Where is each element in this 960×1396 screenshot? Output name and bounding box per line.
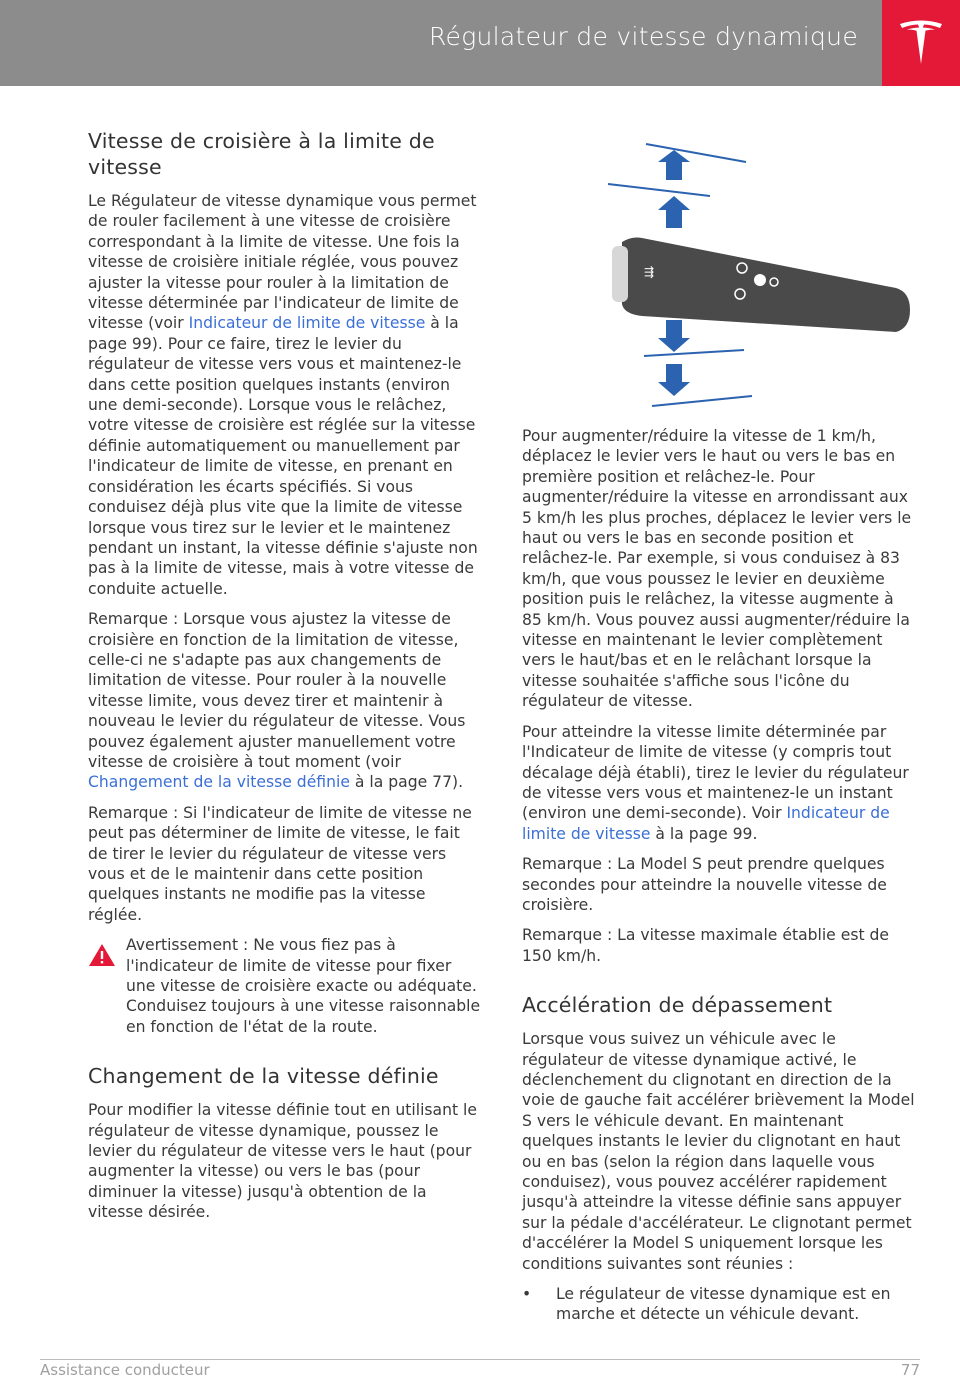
note-paragraph: Remarque : Lorsque vous ajustez la vitesse de croisière en fonction de la limitation de vitesse, celle-ci ne s'adapte pas aux changements de limitation de vitesse. Pour rouler à la nouvelle vitesse limite, vous devez tirer et maintenir à nouveau le levier du régulateur de vitesse. Vous pouvez également ajuster manuellement votre vitesse de croisière à tout moment (voir Changement de la vitesse définie à la page 77).	[88, 610, 466, 792]
paragraph: Pour modifier la vitesse définie tout en utilisant le régulateur de vitesse dynamique, poussez le levier du régulateur de vitesse vers le haut (pour augmenter la vitesse) ou vers le bas (pour diminuer la vitesse) jusqu'à obtention de la vitesse désirée.	[88, 1101, 477, 1222]
position-line	[608, 184, 710, 196]
note-paragraph: Remarque : La vitesse maximale établie est de 150 km/h.	[522, 926, 890, 965]
paragraph: Lorsque vous suivez un véhicule avec le régulateur de vitesse dynamique activé, le déclenchement du clignotant en direction de la voie de gauche fait accélérer brièvement la Model S vers le véhicule devant. En maintenant quelques instants le levier du clignotant en haut ou en bas (selon la région dans laquelle vous conduisez), vous pouvez accélérer rapidement jusqu'à atteindre la vitesse définie sans appuyer sur la pédale d'accélérateur. Le clignotant permet d'accélérer la Model S uniquement lorsque les conditions suivantes sont réunies :	[522, 1030, 915, 1273]
position-line	[652, 396, 752, 406]
list-item	[522, 1284, 918, 1325]
arrow-up-icon	[658, 150, 690, 180]
warning-block	[88, 935, 482, 1037]
position-line	[644, 350, 744, 356]
link-change-set-speed[interactable]: Changement de la vitesse définie	[88, 773, 350, 792]
heading-change-set-speed: Changement de la vitesse définie	[88, 1064, 439, 1089]
arrow-down-icon	[658, 320, 690, 352]
right-column	[522, 426, 918, 1335]
page-header	[0, 0, 960, 86]
tesla-logo-icon	[898, 18, 944, 68]
list-item-text: Le régulateur de vitesse dynamique est en marche et détecte un véhicule devant.	[556, 1285, 891, 1324]
cruise-control-stalk-illustration	[604, 134, 916, 414]
footer-section: Assistance conducteur	[40, 1361, 210, 1379]
link-speed-limit-indicator[interactable]: Indicateur de limite de vitesse	[188, 314, 426, 333]
stalk-icon: ⇶	[644, 265, 655, 279]
footer-divider	[40, 1359, 920, 1360]
stalk-body	[622, 238, 910, 333]
link-speed-limit-indicator[interactable]: Indicateur de limite de vitesse	[522, 804, 890, 843]
heading-overtake-acceleration: Accélération de dépassement	[522, 993, 833, 1018]
note-paragraph: Remarque : La Model S peut prendre quelques secondes pour atteindre la nouvelle vitesse de croisière.	[522, 855, 887, 914]
heading-speed-limit-cruise: Vitesse de croisière à la limite de vitesse	[88, 129, 435, 179]
left-column	[88, 128, 482, 1233]
warning-triangle-icon	[88, 943, 116, 967]
arrow-up-icon	[658, 196, 690, 228]
page-number: 77	[900, 1361, 920, 1379]
stalk-tip	[612, 246, 628, 302]
page-title: Régulateur de vitesse dynamique	[428, 22, 858, 51]
note-paragraph: Remarque : Si l'indicateur de limite de vitesse ne peut pas déterminer de limite de vitesse, le fait de tirer le levier du régulateur de vitesse vers vous et de le maintenir dans cette position quelques instants ne modifie pas la vitesse réglée.	[88, 803, 472, 924]
bullet-icon: •	[522, 1285, 532, 1304]
position-line	[646, 144, 746, 162]
set-dot-icon	[754, 274, 766, 286]
logo-box	[882, 0, 960, 86]
warning-text: Avertissement : Ne vous fiez pas à l'indicateur de limite de vitesse pour fixer une vitesse de croisière exacte ou adéquate. Conduisez toujours à une vitesse raisonnable en fonction de l'état de la route.	[126, 936, 481, 1036]
paragraph: Pour augmenter/réduire la vitesse de 1 km/h, déplacez le levier vers le haut ou vers le bas en première position et relâchez-le. Pour augmenter/réduire la vitesse en arrondissant aux 5 km/h les plus proches, déplacez le levier vers le haut ou vers le bas en seconde position et relâchez-le. Par exemple, si vous conduisez à 83 km/h, que vous poussez le levier en deuxième position puis le relâchez, la vitesse augmente à 85 km/h. Vous pouvez aussi augmenter/réduire la vitesse en maintenant le levier complètement vers le haut/bas et en le relâchant lorsque la vitesse souhaitée s'affiche sous l'icône du régulateur de vitesse.	[522, 427, 912, 711]
arrow-down-icon	[658, 364, 690, 396]
paragraph: Le Régulateur de vitesse dynamique vous permet de rouler facilement à une vitesse de croisière correspondant à la limite de vitesse. Une fois la vitesse de croisière initiale réglée, vous pouvez ajuster la vitesse pour rouler à la limitation de vitesse déterminée par l'indicateur de limite de vitesse (voir Indicateur de limite de vitesse à la page 99). Pour ce faire, tirez le levier du régulateur de vitesse vers vous et maintenez-le dans cette position quelques instants (environ une demi-seconde). Lorsque vous le relâchez, votre vitesse de croisière est réglée sur la vitesse définie automatiquement ou manuellement par l'indicateur de limite de vitesse, en prenant en considération les écarts spécifiés. Si vous conduisez déjà plus vite que la limite de vitesse lorsque vous tirez sur le levier et le maintenez pendant un instant, la vitesse définie s'ajuste non pas à la limite de vitesse, mais à votre vitesse de conduite actuelle.	[88, 192, 478, 598]
paragraph: Pour atteindre la vitesse limite déterminée par l'Indicateur de limite de vitesse (y compris tout décalage déjà établi), tirez le levier du régulateur de vitesse vers vous et maintenez-le un instant (environ une demi-seconde). Voir Indicateur de limite de vitesse à la page 99.	[522, 722, 909, 843]
